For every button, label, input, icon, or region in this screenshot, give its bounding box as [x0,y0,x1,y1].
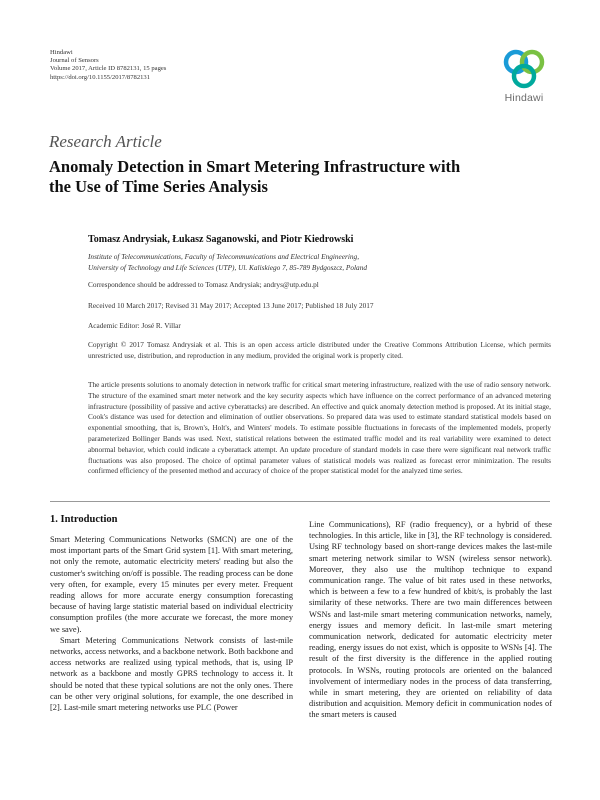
academic-editor: Academic Editor: José R. Villar [88,321,181,330]
body-column-left [50,534,293,713]
publication-dates: Received 10 March 2017; Revised 31 May 2017; Accepted 13 June 2017; Published 18 July 2017 [88,301,374,310]
author-list: Tomasz Andrysiak, Łukasz Saganowski, and Piotr Kiedrowski [88,234,354,245]
journal-meta [50,49,166,82]
title-line-2: the Use of Time Series Analysis [49,177,268,196]
paragraph: Smart Metering Communications Network consists of last-mile networks, access networks, and a backbone network. Both backbone and access networks are realized using typical methods, that is, using IP network as a backbone and mostly GPRS technology to access it. It should be noted that these typical solutions are not the only ones. There can be other very original solutions, for example, the one described in [2]. Last-mile smart metering networks use PLC (Power [50,635,293,713]
copyright-notice: Copyright © 2017 Tomasz Andrysiak et al. This is an open access article distributed under the Creative Commons Attribution License, which permits unrestricted use, distribution, and reproduction in any medium, provided the original work is properly cited. [88,340,551,360]
correspondence: Correspondence should be addressed to Tomasz Andrysiak; andrys@utp.edu.pl [88,280,319,289]
publisher-name: Hindawi [50,49,73,56]
affiliation-line-1: Institute of Telecommunications, Faculty of Telecommunications and Electrical Engineering, [88,252,360,261]
volume-info: Volume 2017, Article ID 8782131, 15 pages [50,65,167,73]
section-divider [50,501,550,502]
section-heading: 1. Introduction [50,514,118,525]
affiliation [88,252,558,273]
article-type: Research Article [49,132,162,151]
paragraph: Line Communications), RF (radio frequency), or a hybrid of these technologies. In this article, like in [3], the RF technology is considered. Using RF technology based on short-range devices makes the last-mile smart metering network similar to WSN (wireless sensor network). Moreover, they also use the multihop technique to expand communication range. The value of bit rates used in these networks, which is between a few to a few hundred of kbit/s, is probably the last similarity of these networks. There are two main differences between WSNs and last-mile smart metering communication networks, namely, energy issues and memory deficit. In last-mile smart metering communication network, dedicated for automatic electricity meter reading, energy issues do not exist, which is opposite to WSNs [4]. The result of the first diversity is the difference in the applied routing protocols. In WSNs, routing protocols are oriented on the balanced involvement of intermediary nodes in the process of data transferring, while in smart metering, they are oriented on reliability of data distribution and acquisition. Memory deficit in communication nodes of the smart meters is caused [309,520,552,720]
abstract: The article presents solutions to anomaly detection in network traffic for critical smart metering infrastructure, realized with the use of radio sensory network. The structure of the examined smart meter network and the key security aspects which have influence on the correct performance of an advanced metering infrastructure (possibility of passive and active cyberattacks) are described. An effective and quick anomaly detection method is proposed. At its initial stage, Cook's distance was used for detection and elimination of outlier observations. So prepared data was used to estimate standard statistical models based on exponential smoothing, that is, Brown's, Holt's, and Winters' models. To estimate possible fluctuations in forecasts of the implemented models, properly parameterized Bollinger Bands was used. Next, statistical relations between the estimated traffic model and its real variability were examined to detect abnormal behavior, which could indicate a cyberattack attempt. An update procedure of standard models in case there were significant real network traffic fluctuations was also proposed. The choice of optimal parameter values of statistical models was realized as forecast error minimization. The results confirmed efficiency of the presented method and accuracy of choice of the proper statistical model for the analyzed time series. [88,380,551,476]
hindawi-logo-icon [498,47,550,91]
hindawi-logo [498,47,550,105]
body-column-right [309,519,552,721]
doi-link[interactable]: https://doi.org/10.1155/2017/8782131 [50,73,151,81]
paper-title [49,157,549,197]
affiliation-line-2: University of Technology and Life Sciences (UTP), Ul. Kaliskiego 7, 85-789 Bydgoszcz, Poland [88,262,367,272]
paragraph: Smart Metering Communications Networks (SMCN) are one of the most important parts of the Smart Grid system [1]. With smart metering, not only the remote, automatic electricity meters' reading but also the customer's switching on/off is possible. The reading process can be done very often, for example, every 15 minutes per every meter. Frequent reading allows for more accurate energy consumption forecasting because of having large statistic material based on individual electricity consumption profiles (the more accurate we forecast, the more money we save). [50,535,293,634]
title-line-1: Anomaly Detection in Smart Metering Infrastructure with [49,157,461,176]
journal-name: Journal of Sensors [50,57,99,65]
logo-wordmark: Hindawi [504,92,544,104]
